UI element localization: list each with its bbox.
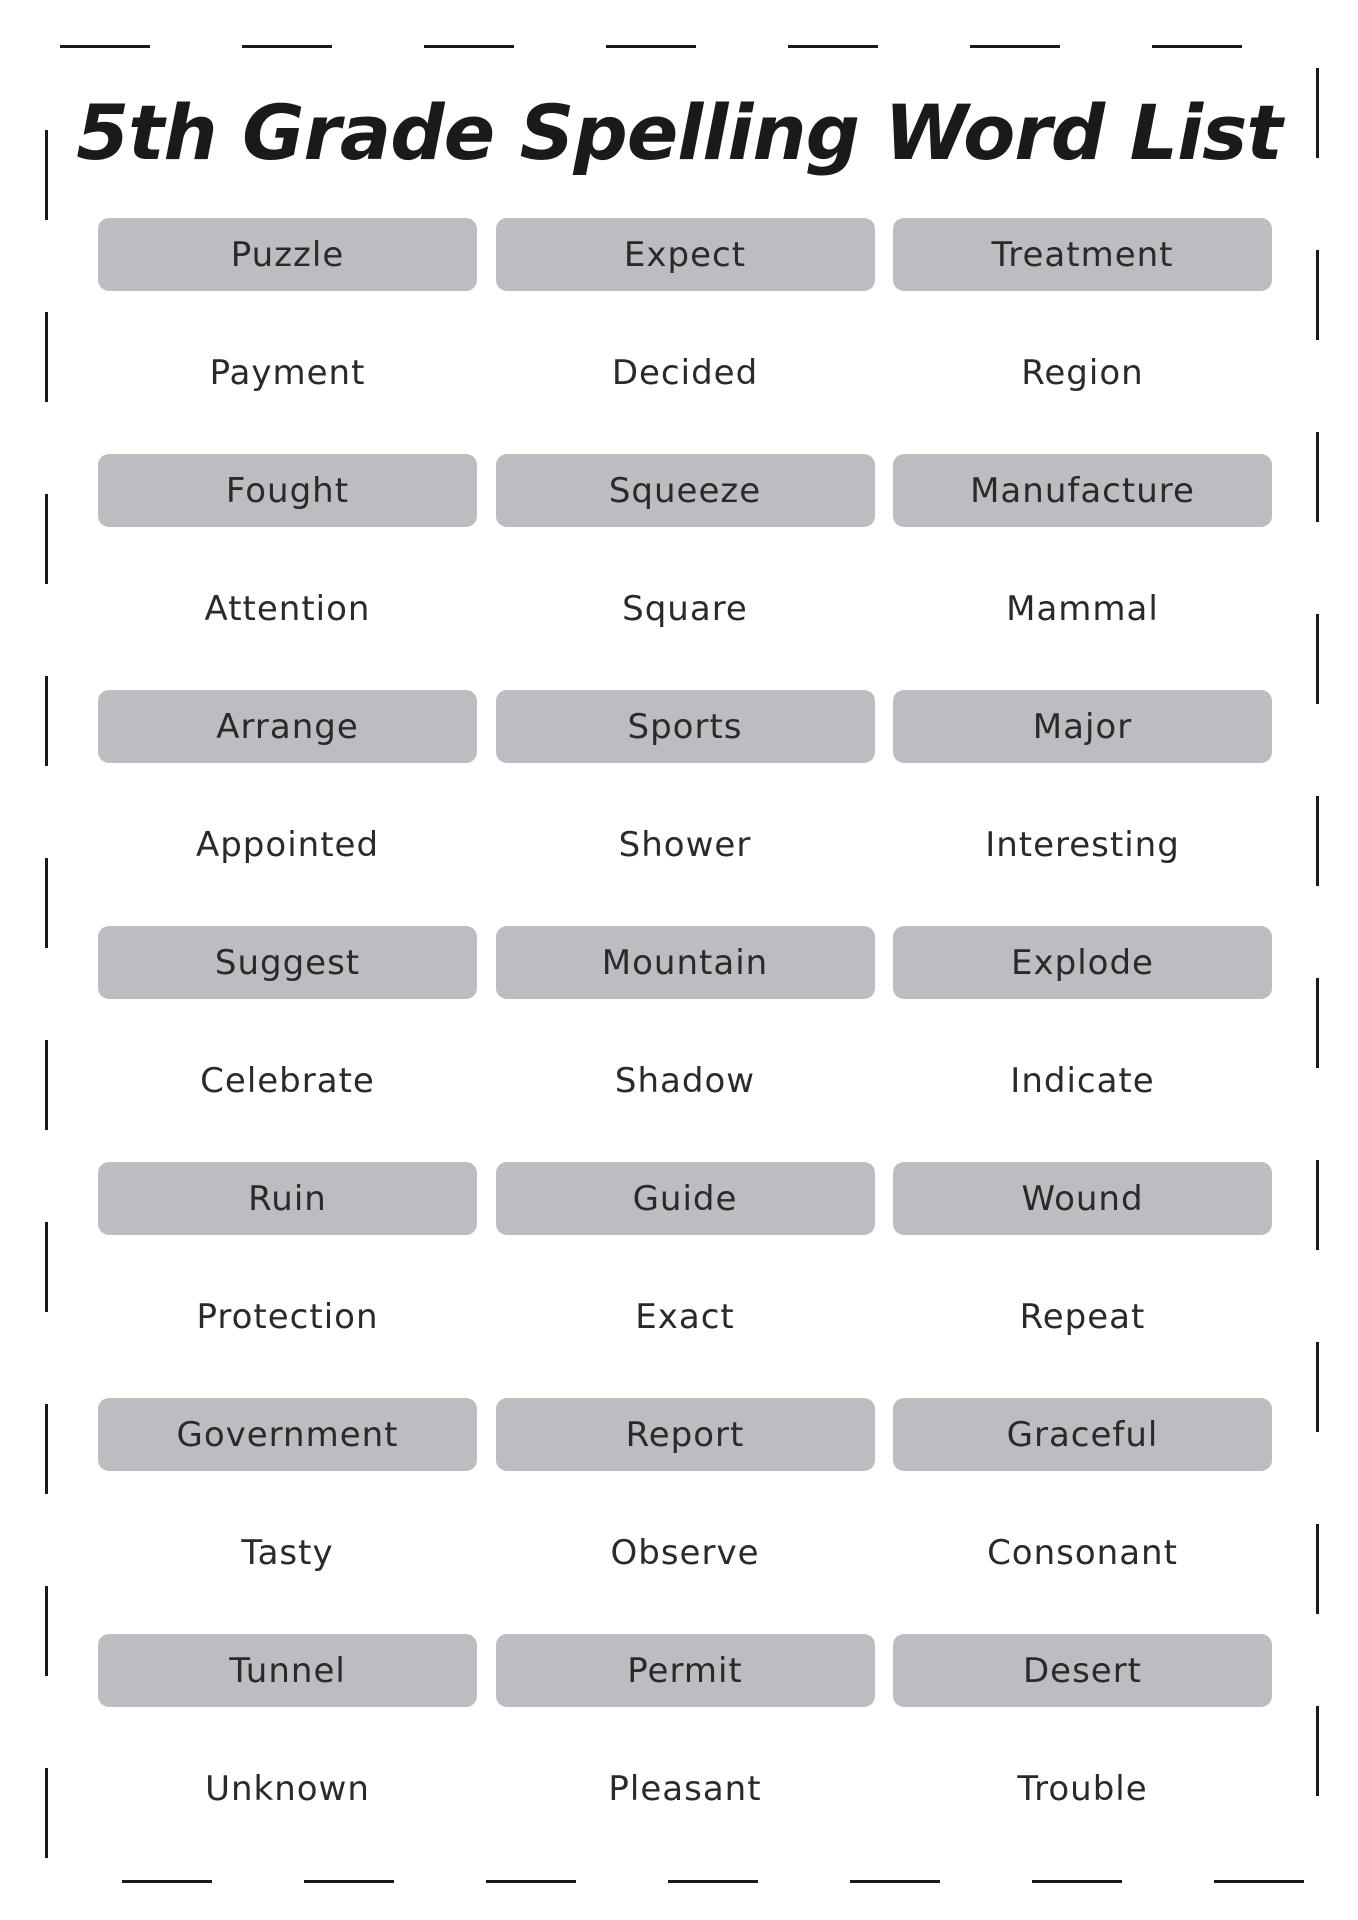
word-cell: Trouble [1017,1768,1148,1809]
word-cell: Tasty [241,1532,334,1573]
border-dash [1316,1342,1319,1432]
word-row [98,1398,1272,1471]
border-dash [45,1404,48,1494]
word-cell-shaded: Report [496,1398,875,1471]
word-cell: Interesting [985,824,1180,865]
border-dash [122,1880,212,1883]
border-dash [60,45,150,48]
word-row [98,1752,1272,1825]
border-dash [242,45,332,48]
word-row [98,336,1272,409]
border-dash [1032,1880,1122,1883]
word-cell-shaded: Graceful [893,1398,1272,1471]
border-dash [1316,978,1319,1068]
border-dash [304,1880,394,1883]
word-cell: Payment [209,352,366,393]
word-row [98,690,1272,763]
word-cell: Celebrate [200,1060,375,1101]
word-cell: Square [622,588,748,629]
border-dash [1316,1160,1319,1250]
border-dash [668,1880,758,1883]
word-cell-shaded: Mountain [496,926,875,999]
word-cell: Decided [611,352,759,393]
word-cell-shaded: Manufacture [893,454,1272,527]
border-dash [1316,432,1319,522]
word-cell-shaded: Wound [893,1162,1272,1235]
border-dash [1316,1706,1319,1796]
word-cell: Observe [610,1532,760,1573]
word-cell-shaded: Guide [496,1162,875,1235]
word-row [98,808,1272,881]
word-cell: Pleasant [608,1768,762,1809]
word-cell: Shadow [614,1060,756,1101]
page-title: 5th Grade Spelling Word List [76,88,1282,177]
word-cell-shaded: Treatment [893,218,1272,291]
word-cell-shaded: Ruin [98,1162,477,1235]
word-cell: Appointed [195,824,380,865]
word-row [98,572,1272,645]
border-dash [45,1586,48,1676]
word-cell: Consonant [987,1532,1178,1573]
border-dash [45,312,48,402]
border-dash [45,676,48,766]
word-cell-shaded: Tunnel [98,1634,477,1707]
border-dash [1316,1524,1319,1614]
word-cell-shaded: Squeeze [496,454,875,527]
border-dash [486,1880,576,1883]
word-cell: Unknown [205,1768,370,1809]
word-cell-shaded: Permit [496,1634,875,1707]
border-dash [1152,45,1242,48]
word-cell-shaded: Sports [496,690,875,763]
word-row [98,1044,1272,1117]
word-grid [98,218,1272,1870]
word-cell-shaded: Explode [893,926,1272,999]
word-cell-shaded: Major [893,690,1272,763]
border-dash [1316,796,1319,886]
border-dash [45,858,48,948]
border-dash [1214,1880,1304,1883]
word-cell-shaded: Desert [893,1634,1272,1707]
border-dash [850,1880,940,1883]
word-row [98,1634,1272,1707]
word-row [98,1516,1272,1589]
word-cell-shaded: Suggest [98,926,477,999]
word-cell: Exact [635,1296,735,1337]
word-cell-shaded: Arrange [98,690,477,763]
word-cell-shaded: Fought [98,454,477,527]
word-cell-shaded: Puzzle [98,218,477,291]
border-dash [45,494,48,584]
word-row [98,218,1272,291]
word-cell: Protection [196,1296,379,1337]
word-row [98,1162,1272,1235]
word-cell-shaded: Government [98,1398,477,1471]
word-row [98,926,1272,999]
word-row [98,454,1272,527]
word-cell-shaded: Expect [496,218,875,291]
border-dash [788,45,878,48]
border-dash [606,45,696,48]
word-cell: Indicate [1010,1060,1155,1101]
word-cell: Repeat [1019,1296,1146,1337]
border-dash [970,45,1060,48]
border-dash [424,45,514,48]
border-dash [45,1222,48,1312]
border-dash [45,1768,48,1858]
border-dash [45,1040,48,1130]
word-cell: Mammal [1006,588,1159,629]
word-cell: Region [1021,352,1144,393]
border-dash [1316,250,1319,340]
word-row [98,1280,1272,1353]
border-dash [1316,614,1319,704]
word-cell: Attention [204,588,371,629]
word-cell: Shower [618,824,752,865]
